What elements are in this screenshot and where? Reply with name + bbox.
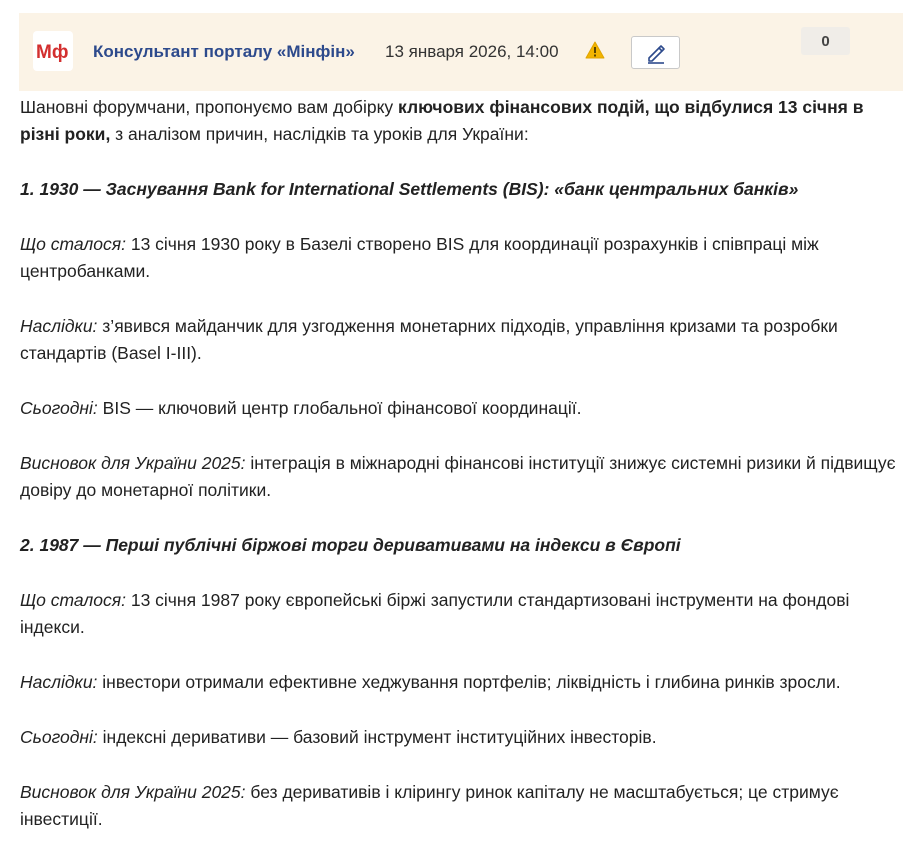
- label: Сьогодні:: [20, 727, 98, 747]
- intro-text: Шановні форумчани, пропонуємо вам добірку: [20, 97, 399, 117]
- minfin-logo-icon: [35, 39, 71, 63]
- rating-counter: 0: [801, 27, 850, 55]
- section-heading: 1. 1930 — Заснування Bank for International Settlements (BIS): «банк центральних банків»: [20, 179, 799, 199]
- text: без деривативів і клірингу ринок капіталу не масштабується; це стримує інвестиції.: [20, 782, 839, 829]
- edit-button[interactable]: [631, 36, 680, 69]
- section-what: [20, 587, 900, 641]
- label: Наслідки:: [20, 672, 98, 692]
- section-conclusion: [20, 450, 900, 504]
- label: Сьогодні:: [20, 398, 98, 418]
- minfin-logo[interactable]: [33, 31, 73, 71]
- logo-text: Мф: [36, 42, 69, 63]
- text: 13 січня 1930 року в Базелі створено BIS для координації розрахунків і співпраці між центробанками.: [20, 234, 819, 281]
- text: BIS — ключовий центр глобальної фінансової координації.: [97, 398, 582, 418]
- section-conclusion: [20, 779, 900, 833]
- text: індексні деривативи — базовий інструмент інституційних інвесторів.: [97, 727, 657, 747]
- post-date: 13 января 2026, 14:00: [385, 42, 559, 61]
- post-content: [20, 94, 900, 857]
- intro-paragraph: [20, 94, 900, 148]
- label: Висновок для України 2025:: [20, 782, 246, 802]
- intro-text-end: з аналізом причин, наслідків та уроків для України:: [110, 124, 529, 144]
- intro-bold-text: ключових фінансових подій, що відбулися 13 січня в різні роки,: [20, 97, 864, 144]
- author-link[interactable]: Консультант порталу «Мінфін»: [93, 42, 355, 61]
- text: інтеграція в міжнародні фінансові інституції знижує системні ризики й підвищує довіру до монетарної політики.: [20, 453, 896, 500]
- label: Висновок для України 2025:: [20, 453, 246, 473]
- label: Що сталося:: [20, 590, 126, 610]
- section-heading: 2. 1987 — Перші публічні біржові торги деривативами на індекси в Європі: [20, 535, 681, 555]
- label: Наслідки:: [20, 316, 98, 336]
- text: 13 січня 1987 року європейські біржі запустили стандартизовані інструменти на фондові індекси.: [20, 590, 850, 637]
- section-today: [20, 724, 900, 751]
- section-today: [20, 395, 900, 422]
- report-warning-icon[interactable]: [585, 41, 605, 59]
- text: інвестори отримали ефективне хеджування портфелів; ліквідність і глибина ринків зросли.: [97, 672, 841, 692]
- label: Що сталося:: [20, 234, 126, 254]
- text: з’явився майданчик для узгодження монетарних підходів, управління кризами та розробки стандартів (Basel I-III).: [20, 316, 838, 363]
- pencil-icon: [645, 42, 667, 64]
- section-consequences: [20, 669, 900, 696]
- post-header: [19, 13, 903, 91]
- section-what: [20, 231, 900, 285]
- section-consequences: [20, 313, 900, 367]
